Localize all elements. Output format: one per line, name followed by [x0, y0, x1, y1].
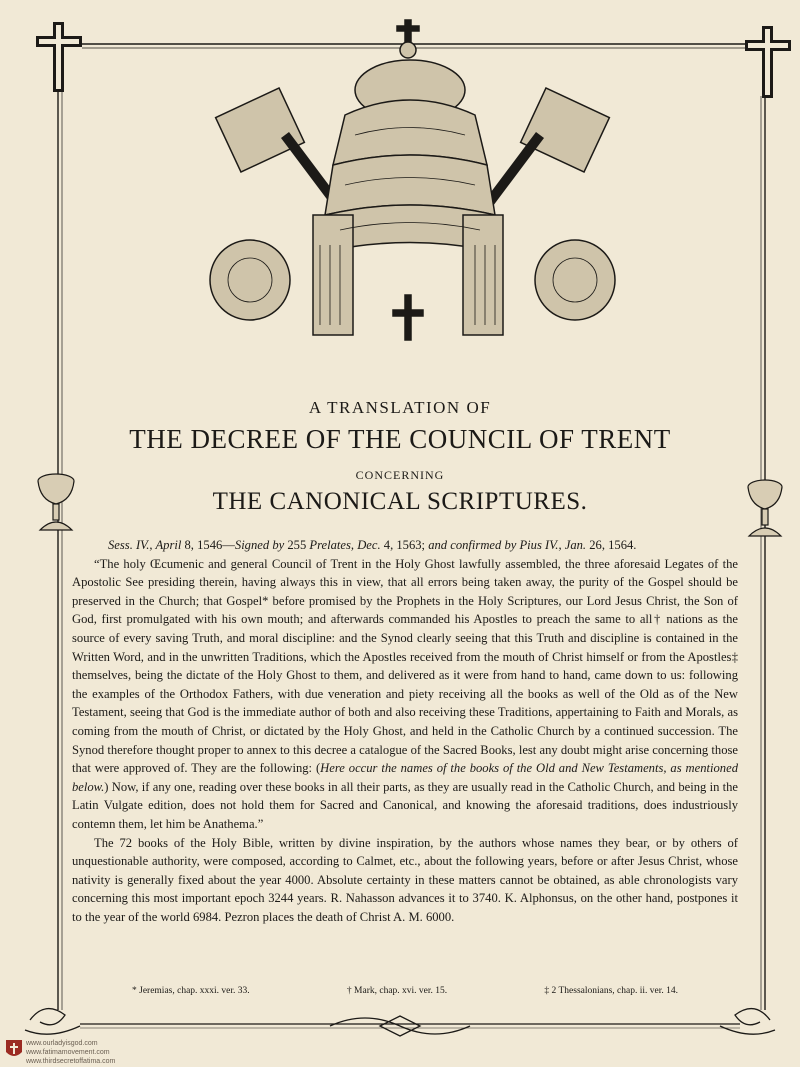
- cross-icon: [745, 26, 791, 98]
- heading-subtitle: THE CANONICAL SCRIPTURES.: [212, 488, 588, 515]
- session-text: Signed by: [234, 538, 285, 552]
- paragraph-italic-text: Here occur the names of the books of the Old and New Testaments, as mentioned below.: [72, 761, 738, 794]
- paragraph-text: ) Now, if any one, reading over these books in all their parts, as they are usually read in the Catholic Church, and being in the Latin Vulgate edition, does not hold them for Sacred and Canonical, and knowing the aforesaid traditions, does industriously contemn them, let him be Anathema.”: [72, 779, 738, 831]
- footnote-3: ‡ 2 Thessalonians, chap. ii. ver. 14.: [544, 986, 678, 996]
- chalice-icon: [748, 480, 782, 536]
- footnotes: [72, 986, 738, 996]
- session-text: 8, 1546—: [181, 538, 235, 552]
- session-text: 255: [284, 538, 310, 552]
- watermark-logo-icon: [4, 1038, 24, 1060]
- session-line: [72, 536, 738, 555]
- watermark-url: www.thirdsecretoffatima.com: [26, 1058, 116, 1065]
- document-body: [72, 536, 738, 926]
- paragraph-text: “The holy Œcumenic and general Council of Trent in the Holy Ghost lawfully assembled, the three aforesaid Legates of the Apostolic See presiding therein, having always this in view, that all errors being taken away, the purity of the Gospel should be preserved in the Church; that Gospel* before promised by the Prophets in the Holy Scriptures, our Lord Jesus Christ, the Son of God, first promulgated with his own mouth; and afterwards commanded his Apostles to preach the same to all† nations as the source of every saving Truth, and moral discipline: and the Synod clearly seeing that this Truth and discipline is contained in the Written Word, and in the unwritten Traditions, which the Apostles received from the mouth of Christ himself or from the Apostles‡ themselves, being the dictate of the Holy Ghost to them, and delivered as it were from hand to hand, came down to us: following the examples of the Orthodox Fathers, with due veneration and piety receiving all the books as well of the Old as of the New Testament, seeing that God is the immediate author of both and also receiving these Traditions, appertaining to Faith and Morals, as coming from the mouth of Christ, or dictated by the Holy Ghost, and held in the Catholic Church by a continued succession. The Synod therefore thought proper to annex to this decree a catalogue of the Sacred Books, lest any doubt might arise concerning those that were approved of. They are the following: (: [72, 556, 738, 776]
- papal-tiara-keys-emblem: [195, 15, 630, 365]
- session-text: Sess. IV., April: [108, 538, 182, 552]
- watermark-url: www.fatimamovement.com: [26, 1049, 110, 1056]
- chronology-paragraph: The 72 books of the Holy Bible, written by divine inspiration, by the authors whose names they bear, or by others of unquestionable authority, were composed, according to Calmet, etc., about the following years, before or after Jesus Christ, whose nativity is generally fixed about the year 4000. Absolute certainty in these matters cannot be obtained, as able chronologists vary concerning this most important epoch 3244 years. R. Nahasson advances it to 3740. K. Alphonsus, on the other hand, postpones it to the year of the world 6984. Pezron places the death of Christ A. M. 6000.: [72, 835, 738, 924]
- footnote-1: * Jeremias, chap. xxxi. ver. 33.: [132, 986, 250, 996]
- decree-paragraph: [72, 555, 738, 834]
- session-text: 26, 1564.: [586, 538, 637, 552]
- cross-icon: [36, 22, 82, 92]
- session-text: 4, 1563;: [380, 538, 429, 552]
- flourish-ornament: [25, 1009, 775, 1036]
- heading-concerning: CONCERNING: [355, 468, 445, 482]
- heading-title: THE DECREE OF THE COUNCIL OF TRENT: [129, 424, 671, 454]
- footnote-2: † Mark, chap. xvi. ver. 15.: [346, 986, 448, 996]
- heading-line-1: A TRANSLATION OF: [308, 398, 492, 417]
- watermark-url: www.ourladyisgod.com: [26, 1040, 98, 1047]
- session-text: and confirmed by Pius IV., Jan.: [428, 538, 587, 552]
- session-text: Prelates, Dec.: [309, 538, 381, 552]
